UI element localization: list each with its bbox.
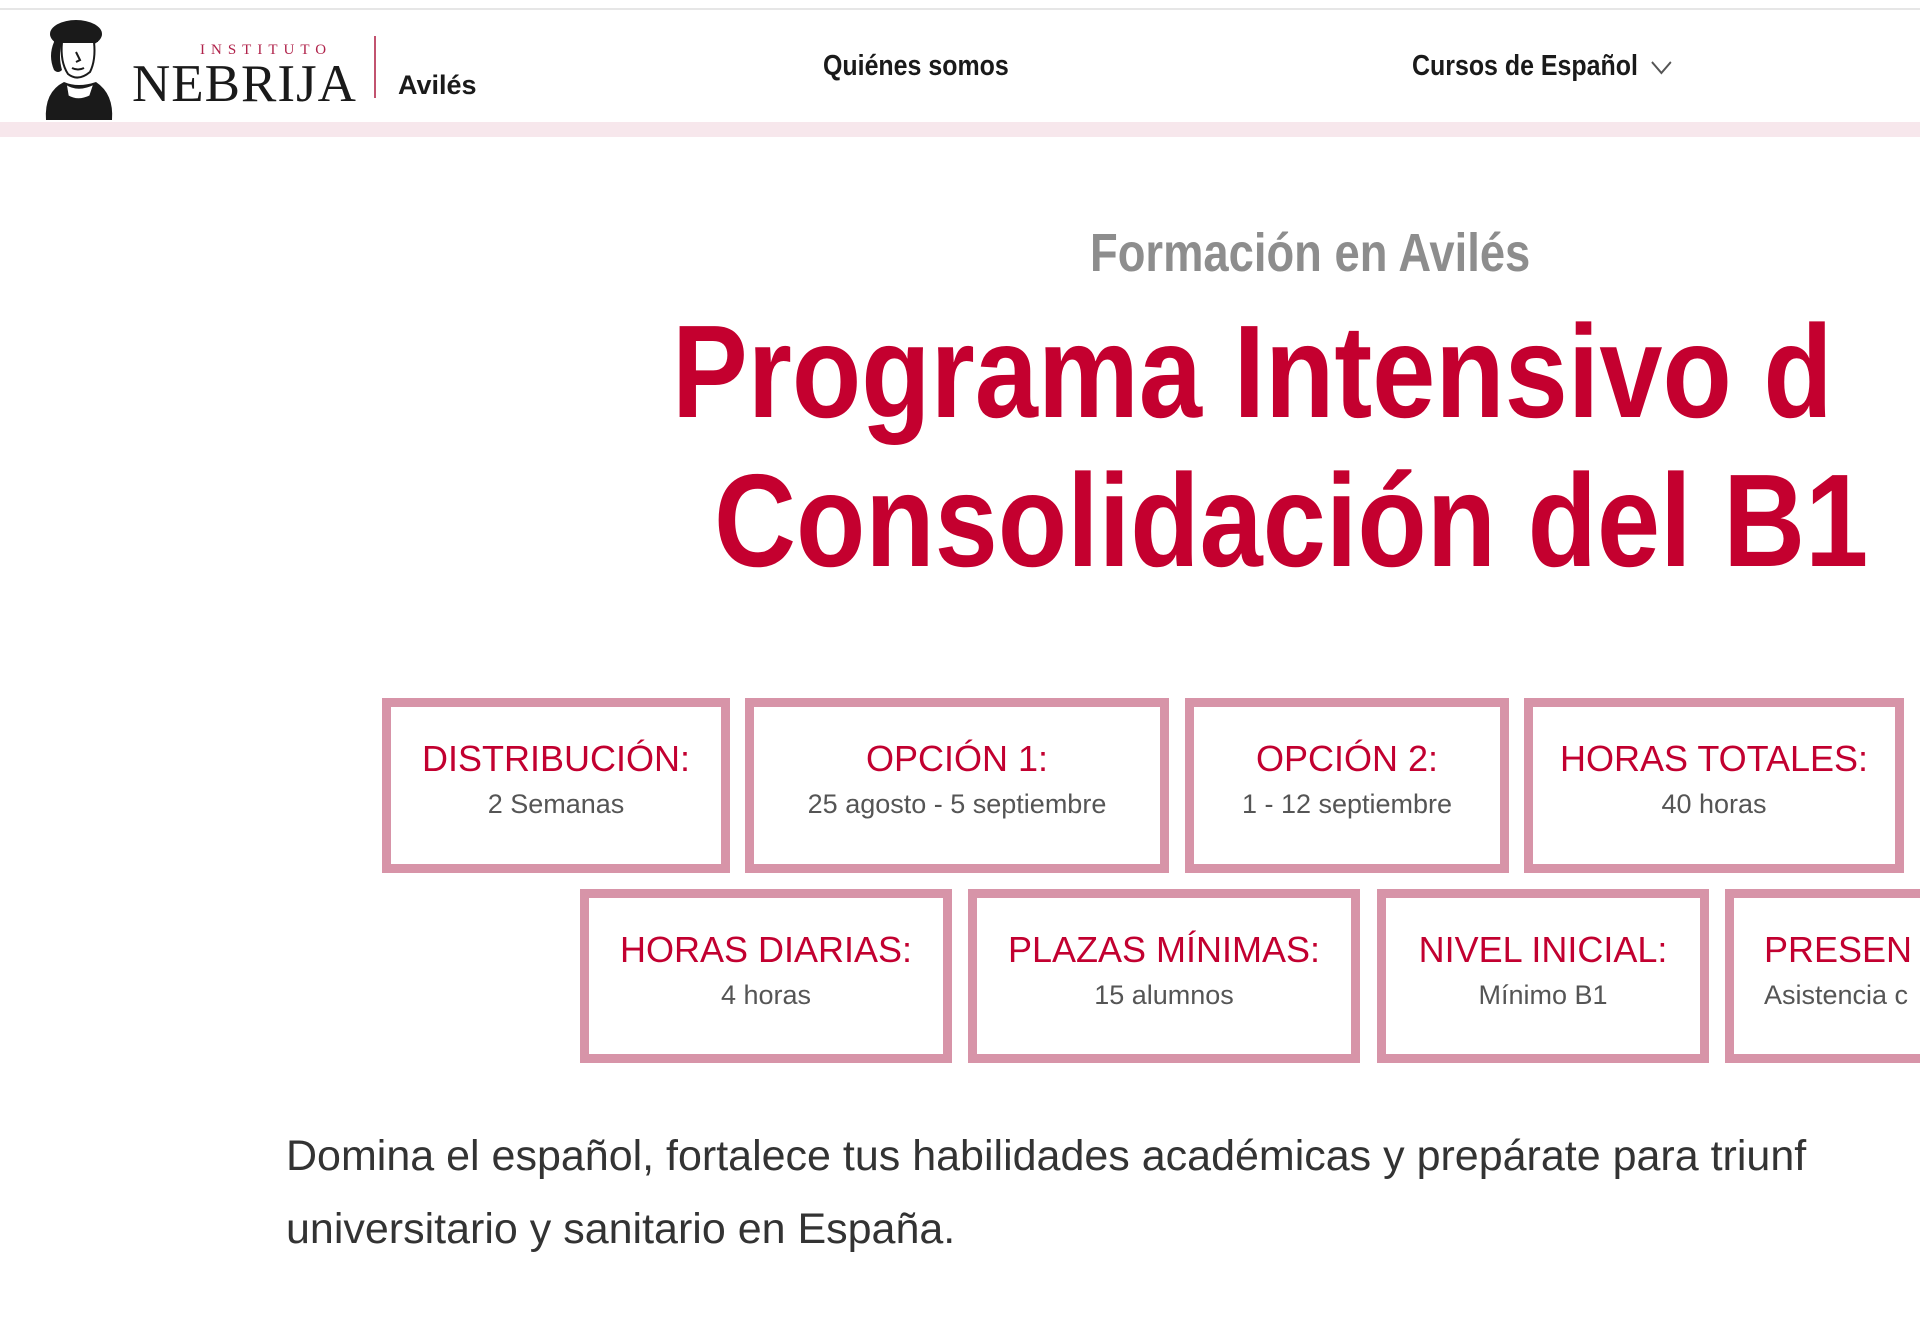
hero-description [286,1120,1920,1266]
info-box-nivel-inicial [1377,889,1709,1063]
info-box-label: DISTRIBUCIÓN: [421,738,690,779]
info-box-value: 40 horas [1661,789,1767,819]
info-box-horas-diarias [580,889,952,1063]
info-box-horas-totales [1524,698,1904,873]
info-box-value: 4 horas [720,980,812,1010]
info-box-value: 1 - 12 septiembre [1241,789,1453,819]
info-box-distribucion [382,698,730,873]
nav-cursos-espanol-label: Cursos de Español [1412,50,1638,82]
nav-quienes-somos[interactable] [823,50,1009,83]
info-box-value: Asistencia c [1764,980,1909,1010]
info-box-value: Mínimo B1 [1478,980,1608,1010]
info-box-label: PRESEN [1764,929,1913,970]
nebrija-portrait-icon [40,12,118,120]
hero-title-line-2: Consolidación del B1 [714,447,1869,594]
info-box-label: HORAS DIARIAS: [619,929,913,970]
info-box-value: 15 alumnos [1094,980,1234,1010]
hero-subtitle: Formación en Avilés [1090,223,1531,283]
info-box-plazas-minimas [968,889,1360,1063]
info-box-label: HORAS TOTALES: [1559,738,1869,779]
nebrija-logo[interactable] [40,12,480,122]
info-box-label: OPCIÓN 1: [865,738,1049,779]
info-box-label: OPCIÓN 2: [1255,738,1439,779]
logo-city-text: Avilés [398,70,477,100]
info-box-label: NIVEL INICIAL: [1418,929,1668,970]
hero-title-line-1: Programa Intensivo d [672,298,1833,445]
info-box-value: 25 agosto - 5 septiembre [807,789,1107,819]
logo-instituto-text: INSTITUTO [200,42,333,58]
info-box-label: PLAZAS MÍNIMAS: [1007,929,1321,970]
header-stripe [0,122,1920,137]
site-header [0,10,1920,122]
nav-quienes-somos-label: Quiénes somos [823,50,1009,82]
info-box-opcion-2 [1185,698,1509,873]
hero-description-line-1: Domina el español, fortalece tus habilidades académicas y prepárate para triunf [286,1132,1807,1180]
logo-nebrija-text: NEBRIJA [132,55,357,113]
nav-cursos-espanol[interactable] [1412,50,1672,83]
info-box-value: 2 Semanas [487,789,625,819]
info-box-opcion-1 [745,698,1169,873]
chevron-down-icon [1650,58,1672,76]
info-box-presencialidad [1725,889,1920,1063]
hero-description-line-2: universitario y sanitario en España. [286,1205,956,1253]
logo-divider [374,36,376,98]
